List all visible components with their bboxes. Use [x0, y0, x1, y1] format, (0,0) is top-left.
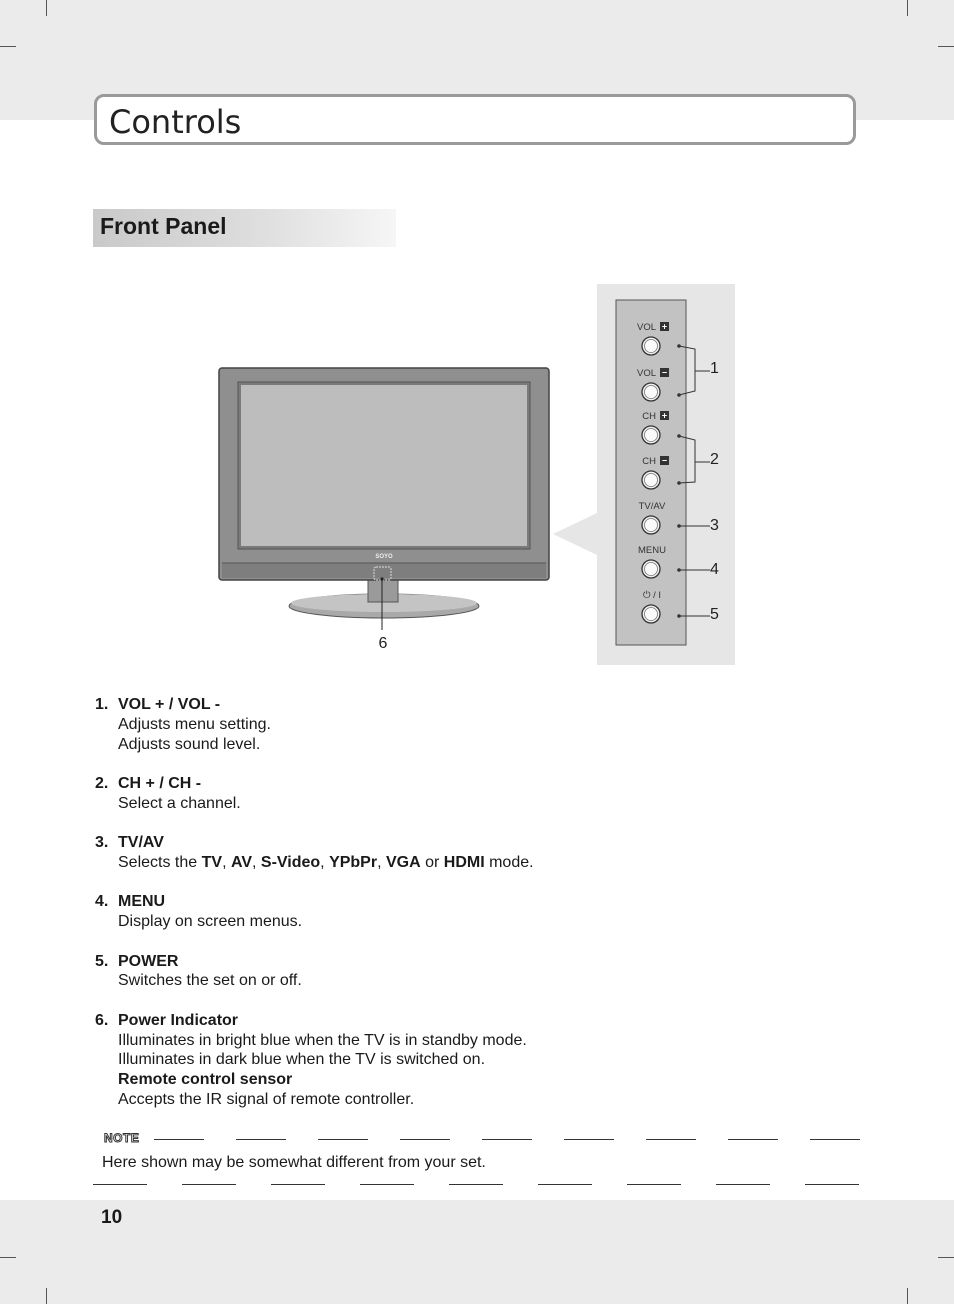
mode-vga: VGA — [385, 853, 421, 871]
item-number: 3. — [95, 834, 109, 852]
panel-button-face — [645, 386, 658, 399]
list-item — [95, 952, 815, 992]
item-title: MENU — [118, 893, 166, 911]
callout-2: 2 — [710, 451, 719, 468]
divider-dash — [236, 1139, 286, 1140]
item-title: Power Indicator — [118, 1011, 239, 1029]
divider-dash — [564, 1139, 614, 1140]
callout-5: 5 — [710, 606, 719, 623]
button-sign: + — [661, 410, 668, 421]
item-number: 5. — [95, 952, 109, 970]
panel-button-face — [645, 608, 658, 621]
callout-3: 3 — [710, 517, 719, 534]
crop-mark — [46, 1288, 47, 1304]
zoom-wedge — [553, 513, 597, 555]
divider-dash — [154, 1139, 204, 1140]
panel-button-face — [645, 519, 658, 532]
controls-list — [95, 695, 815, 1129]
item-line: Switches the set on or off. — [118, 972, 302, 990]
item-number: 2. — [95, 774, 109, 792]
item-number: 4. — [95, 893, 109, 911]
item-line: Illuminates in dark blue when the TV is switched on. — [118, 1051, 486, 1069]
panel-button-label: CH — [642, 456, 656, 467]
item-title: CH + / CH - — [118, 774, 202, 792]
item-line: Display on screen menus. — [118, 913, 303, 931]
callout-6: 6 — [378, 635, 388, 652]
panel-button-label: VOL — [636, 322, 656, 333]
tv-screen — [241, 385, 527, 546]
item-title: VOL + / VOL - — [118, 696, 221, 713]
mode-prefix: Selects the — [118, 853, 202, 871]
list-item — [95, 833, 815, 873]
item-subtitle: Remote control sensor — [118, 1071, 293, 1089]
note-label: NOTE — [104, 1131, 140, 1145]
button-sign: − — [661, 455, 668, 466]
section-heading: Front Panel — [100, 213, 227, 239]
item-line: Select a channel. — [118, 794, 241, 812]
panel-button-label: VOL — [636, 368, 656, 379]
mode-ypbpr: YPbPr — [329, 853, 378, 871]
item-title: POWER — [118, 952, 179, 970]
divider-dash — [728, 1139, 778, 1140]
divider-dash — [360, 1184, 414, 1185]
list-item — [95, 774, 815, 814]
item-line: Selects the TV, AV, S-Video, YPbPr, VGA or HDMI mode. — [118, 853, 534, 871]
mode-tv: TV — [201, 853, 223, 871]
button-sign: − — [661, 367, 668, 378]
panel-button-label: TV/AV — [638, 501, 666, 512]
panel-button-label: ⏻ / I — [642, 590, 662, 601]
mode-svideo: S-Video — [260, 853, 321, 871]
divider-dash — [810, 1139, 860, 1140]
tv-bottom-strip — [222, 563, 546, 578]
item-line: Adjusts sound level. — [118, 735, 261, 753]
panel-button-face — [645, 474, 658, 487]
page-title: Controls — [109, 103, 242, 141]
divider-dash — [482, 1139, 532, 1140]
item-title: TV/AV — [118, 834, 164, 852]
callout-1: 1 — [710, 360, 719, 377]
item-line: Accepts the IR signal of remote controller. — [118, 1090, 415, 1108]
list-item — [95, 695, 815, 754]
note-text: Here shown may be somewhat different from your set. — [102, 1154, 486, 1171]
divider-dash — [400, 1139, 450, 1140]
crop-mark — [907, 1288, 908, 1304]
divider-dash — [716, 1184, 770, 1185]
divider-dash — [271, 1184, 325, 1185]
tv-illustration — [219, 368, 549, 652]
mode-suffix: mode. — [484, 853, 534, 871]
item-number: 6. — [95, 1011, 109, 1029]
mode-av: AV — [230, 853, 252, 871]
panel-button-label: MENU — [638, 545, 666, 556]
divider-dash — [449, 1184, 503, 1185]
panel-button-face — [645, 340, 658, 353]
panel-button-face — [645, 563, 658, 576]
page-number: 10 — [101, 1207, 123, 1228]
panel-button-label: CH — [642, 411, 656, 422]
list-item — [95, 1011, 815, 1110]
footer-band — [0, 1200, 954, 1304]
mode-or: or — [420, 853, 444, 871]
mode-hdmi: HDMI — [443, 853, 485, 871]
list-item — [95, 892, 815, 932]
divider-dash — [805, 1184, 859, 1185]
callout-4: 4 — [710, 561, 719, 578]
tv-brand-logo: SOYO — [375, 554, 393, 560]
divider-dash — [538, 1184, 592, 1185]
crop-mark — [0, 1257, 16, 1258]
item-line: Illuminates in bright blue when the TV is in standby mode. — [118, 1031, 527, 1049]
item-line: Adjusts menu setting. — [118, 715, 271, 733]
divider-dash — [646, 1139, 696, 1140]
crop-mark — [938, 1257, 954, 1258]
divider-dash — [318, 1139, 368, 1140]
divider-dash — [93, 1184, 147, 1185]
item-number: 1. — [95, 696, 109, 713]
button-sign: + — [661, 321, 668, 332]
divider-dash — [627, 1184, 681, 1185]
tv-stand-neck — [368, 580, 398, 602]
panel-button-face — [645, 429, 658, 442]
divider-dash — [182, 1184, 236, 1185]
